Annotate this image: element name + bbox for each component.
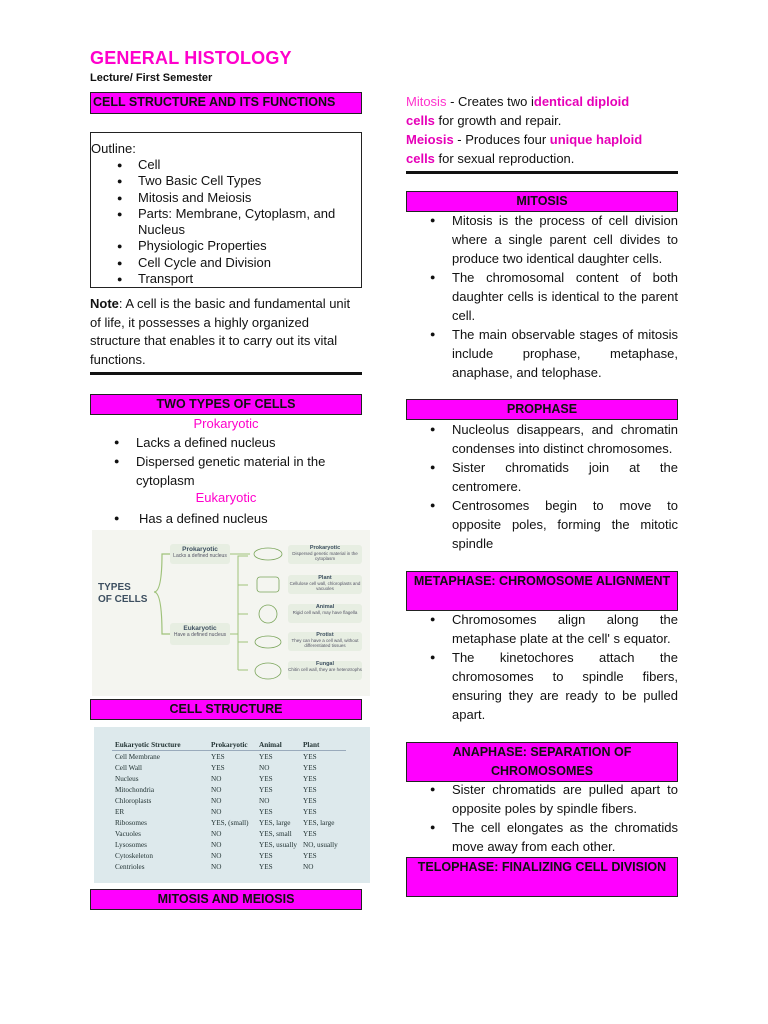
diagram-node-eukaryotic: Eukaryotic Have a defined nucleus [170, 623, 230, 645]
document-title: GENERAL HISTOLOGY [90, 48, 292, 68]
list-item: ● The main observable stages of mitosis include prophase, metaphase, anaphase, and telophase. [406, 325, 678, 382]
table-header: Plant [300, 739, 346, 751]
section-heading-cell-structure-functions: CELL STRUCTURE AND ITS FUNCTIONS [90, 92, 362, 114]
table-cell: Nucleus [115, 774, 139, 783]
cell-structure-table [112, 739, 346, 872]
diagram-node-right: Fungal Chitin cell wall, they are heterotrophs [288, 661, 362, 680]
types-of-cells-diagram [92, 530, 370, 696]
table-row [112, 784, 346, 795]
outline-item: ● Physiologic Properties [91, 238, 359, 254]
outline-item: ● Two Basic Cell Types [91, 173, 359, 189]
table-cell: YES [259, 785, 273, 794]
anaphase-list [406, 780, 678, 856]
table-cell: YES [303, 785, 317, 794]
prophase-list [406, 420, 678, 553]
list-item: ● Mitosis is the process of cell division where a single parent cell divides to produce two identical daughter cells. [406, 211, 678, 268]
table-cell: NO [211, 807, 222, 816]
table-header: Prokaryotic [208, 739, 256, 751]
prokaryotic-label: Prokaryotic [193, 416, 259, 431]
table-cell: YES [259, 807, 273, 816]
table-cell: YES [211, 763, 225, 772]
intro-paragraph [406, 92, 678, 168]
table-cell: NO [211, 840, 222, 849]
mitosis-list [406, 211, 678, 382]
list-item: ● Has a defined nucleus [90, 509, 362, 528]
section-heading-mitosis-meiosis: MITOSIS AND MEIOSIS [90, 889, 362, 910]
table-cell: NO [259, 763, 270, 772]
list-item: ● Chromosomes align along the metaphase plate at the cell' s equator. [406, 610, 678, 648]
table-cell: Vacuoles [115, 829, 141, 838]
table-cell: YES [259, 752, 273, 761]
section-divider [406, 171, 678, 174]
note-paragraph [90, 295, 362, 369]
outline-item: ● Cell [91, 157, 359, 173]
table-row [112, 806, 346, 817]
outline-item: ● Parts: Membrane, Cytoplasm, and Nucleus [91, 206, 359, 239]
outline-label: Outline: [91, 141, 136, 156]
table-cell: NO [211, 862, 222, 871]
table-cell: YES [303, 851, 317, 860]
table-cell: YES, large [259, 818, 291, 827]
table-row [112, 850, 346, 861]
table-row [112, 817, 346, 828]
table-cell: NO [211, 774, 222, 783]
table-cell: NO [211, 796, 222, 805]
table-cell: Ribosomes [115, 818, 147, 827]
table-cell: YES [259, 862, 273, 871]
list-item: ● The kinetochores attach the chromosomes to spindle fibers, ensuring they are ready to be pulled apart. [406, 648, 678, 724]
table-cell: NO [303, 862, 314, 871]
cell-structure-table-image [94, 727, 370, 883]
outline-item: ● Cell Cycle and Division [91, 255, 359, 271]
diagram-node-right: Protist They can have a cell wall, without differentiated tissues [288, 632, 362, 651]
table-cell: YES [303, 829, 317, 838]
diagram-node-right: Plant Cellulose cell wall, chloroplasts and vacuoles [288, 575, 362, 594]
note-label: Note [90, 296, 119, 311]
table-cell: YES [259, 851, 273, 860]
metaphase-list [406, 610, 678, 724]
table-cell: NO [259, 796, 270, 805]
table-cell: YES, small [259, 829, 292, 838]
list-item: ● The cell elongates as the chromatids move away from each other. [406, 818, 678, 856]
section-heading-anaphase: ANAPHASE: SEPARATION OF CHROMOSOMES [406, 742, 678, 782]
document-subtitle: Lecture/ First Semester [90, 72, 213, 84]
table-cell: NO [211, 851, 222, 860]
table-row [112, 751, 346, 763]
table-cell: Chloroplasts [115, 796, 152, 805]
list-item: ● Lacks a defined nucleus [90, 433, 362, 452]
table-cell: YES, usually [259, 840, 297, 849]
table-cell: YES [211, 752, 225, 761]
table-cell: Centrioles [115, 862, 145, 871]
list-item: ● Sister chromatids join at the centromere. [406, 458, 678, 496]
diagram-node-right: Animal Rigid cell wall, may have flagella [288, 604, 362, 623]
list-item: ● The chromosomal content of both daughter cells is identical to the parent cell. [406, 268, 678, 325]
table-header: Animal [256, 739, 300, 751]
diagram-node-right: Prokaryotic Dispersed genetic material in the cytoplasm [288, 545, 362, 564]
list-item: ● Centrosomes begin to move to opposite poles, forming the mitotic spindle [406, 496, 678, 553]
table-cell: Cytoskeleton [115, 851, 153, 860]
table-cell: YES [303, 763, 317, 772]
table-cell: YES [303, 796, 317, 805]
table-cell: YES [259, 774, 273, 783]
note-text: : A cell is the basic and fundamental unit of life, it possesses a highly organized structure that enables it to carry out its vital functions. [90, 296, 351, 367]
table-cell: YES, large [303, 818, 335, 827]
list-item: ● Sister chromatids are pulled apart to opposite poles by spindle fibers. [406, 780, 678, 818]
section-divider [90, 372, 362, 375]
table-cell: NO [211, 829, 222, 838]
table-cell: NO [211, 785, 222, 794]
diagram-node-prokaryotic: Prokaryotic Lacks a defined nucleus [170, 544, 230, 564]
table-cell: ER [115, 807, 125, 816]
table-cell: YES, (small) [211, 818, 249, 827]
diagram-title: TYPES OF CELLS [98, 582, 148, 605]
list-item: ● Dispersed genetic material in the cytoplasm [90, 452, 362, 490]
table-cell: YES [303, 774, 317, 783]
table-row [112, 795, 346, 806]
table-cell: YES [303, 807, 317, 816]
mitosis-intro: Mitosis - Creates two identical diploid cells for growth and repair. [406, 94, 630, 128]
section-heading-prophase: PROPHASE [406, 399, 678, 420]
eukaryotic-label: Eukaryotic [195, 490, 257, 505]
section-heading-telophase: TELOPHASE: FINALIZING CELL DIVISION [406, 857, 678, 897]
table-cell: YES [303, 752, 317, 761]
section-heading-cell-structure: CELL STRUCTURE [90, 699, 362, 720]
section-heading-mitosis: MITOSIS [406, 191, 678, 212]
outline-list [91, 157, 359, 287]
table-cell: Cell Wall [115, 763, 143, 772]
table-row [112, 839, 346, 850]
section-heading-two-types: TWO TYPES OF CELLS [90, 394, 362, 415]
table-header: Eukaryotic Structure [112, 739, 208, 751]
outline-item: ● Transport [91, 271, 359, 287]
table-row [112, 828, 346, 839]
outline-box [90, 132, 362, 288]
meiosis-intro: Meiosis - Produces four unique haploid cells for sexual reproduction. [406, 132, 643, 166]
table-row [112, 861, 346, 872]
prokaryotic-list [90, 433, 362, 490]
list-item: ● Nucleolus disappears, and chromatin condenses into distinct chromosomes. [406, 420, 678, 458]
table-cell: Mitochondria [115, 785, 155, 794]
table-row [112, 762, 346, 773]
table-cell: Cell Membrane [115, 752, 160, 761]
table-row [112, 773, 346, 784]
eukaryotic-list [90, 509, 362, 528]
outline-item: ● Mitosis and Meiosis [91, 190, 359, 206]
section-heading-metaphase: METAPHASE: CHROMOSOME ALIGNMENT [406, 571, 678, 611]
table-cell: Lysosomes [115, 840, 147, 849]
table-cell: NO, usually [303, 840, 338, 849]
